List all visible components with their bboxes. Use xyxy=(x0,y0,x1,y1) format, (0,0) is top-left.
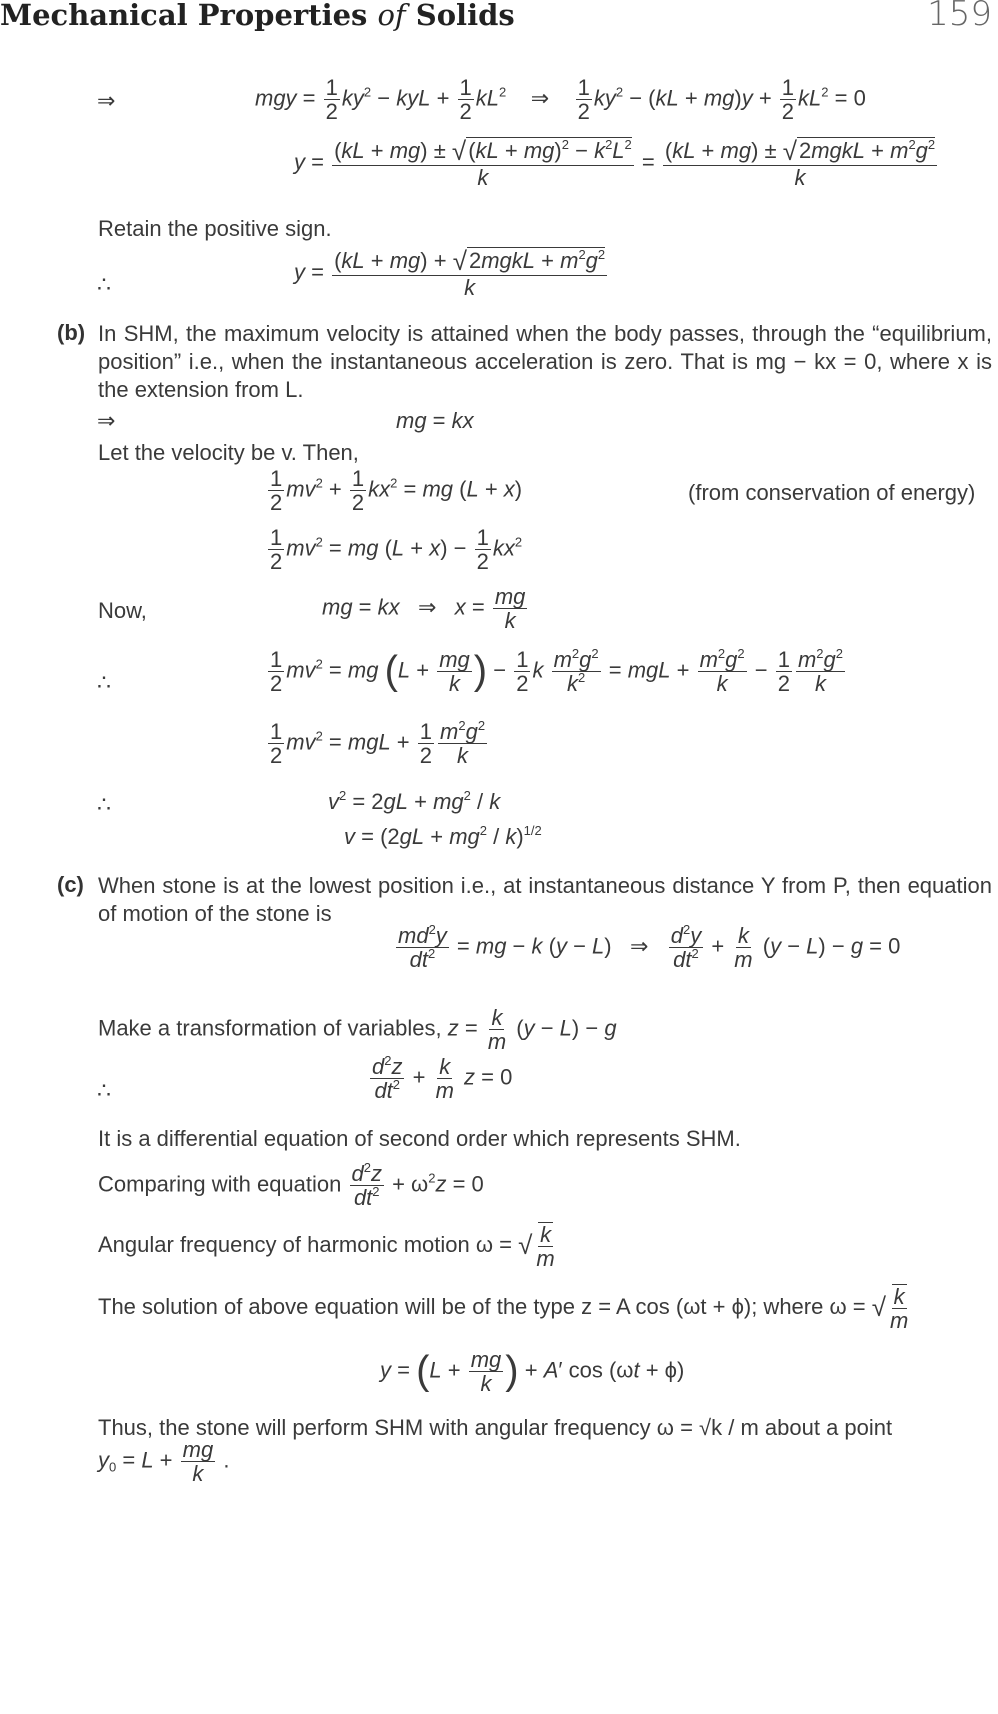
energy-note: (from conservation of energy) xyxy=(688,480,976,505)
part-b-label: (b) xyxy=(57,320,86,345)
part-c-label: (c) xyxy=(57,872,84,897)
equation-simplified: $\frac{1}{2}$ $mv^2$ = mgL + $\frac{1}{2}$ $\frac{m^2g^2}{k}$ xyxy=(270,718,486,769)
equation-energy-balance: mgy = $\frac{1}{2}$ $ky^2$ − kyL + $\frac{1}{2}$ $kL^2$ ⇒ $\frac{1}{2}$ $ky^2 - (kL + mg)y$ + $\frac{1}{2}$ $kL^2 = 0$ xyxy=(255,75,866,125)
transform-label: Make a transformation of variables, xyxy=(98,1015,442,1041)
equation-energy-conservation: $\frac{1}{2}$ $mv^2$ + $\frac{1}{2}$ $kx^2$ = mg (L + x) xyxy=(270,466,523,516)
transform-text: Make a transformation of variables, z = $\frac{k}{m}$ (y − L) − g xyxy=(98,1005,617,1055)
therefore-symbol: ∴ xyxy=(97,272,111,297)
equation-z: $\frac{d^2z}{dt^2}$ + $\frac{k}{m}$ z = 0 xyxy=(372,1053,513,1104)
retain-text: Retain the positive sign. xyxy=(98,216,332,241)
chapter-title: Mechanical Properties of Solids xyxy=(0,0,515,32)
angular-line: Angular frequency of harmonic motion ω = √ $\frac{k}{m}$ xyxy=(98,1222,555,1272)
equation-quadratic-solution: y = $\frac{(kL + mg) \pm √(kL + mg)^2 - k^2L^2}{k}$ = $\frac{(kL + mg) \pm √2mgkL + m^2g^2}{k}$ xyxy=(294,136,936,191)
equation-v-squared: $v^2 = 2gL + mg^2 / k$ xyxy=(328,788,501,814)
part-c-paragraph: When stone is at the lowest position i.e., at instantaneous distance Y from P, then equation of motion of the stone is xyxy=(98,873,992,926)
equation-y-solution: y = (L + $\frac{mg}{k}$ ) + A′ cos (ωt + ϕ) xyxy=(380,1347,685,1397)
equation-substitution: $\frac{1}{2}$ $mv^2$ = mg (L + $\frac{mg}{k}$ ) − $\frac{1}{2}$ k $\frac{m^2g^2}{k^2}$ = mgL + $\frac{m^2g^2}{k}$ − $\frac{1}{2}$ $\frac{m^2g^2}{k}$ xyxy=(270,646,843,697)
therefore-symbol: ∴ xyxy=(97,670,111,695)
equation-y0: $y_0 = L$ + $\frac{mg}{k}$ . xyxy=(98,1437,230,1487)
comparing-label: Comparing with equation xyxy=(98,1171,342,1197)
solution-label: The solution of above equation will be of the type z = A cos (ωt + ϕ); where ω = xyxy=(98,1293,866,1319)
conclusion-text: Thus, the stone will perform SHM with angular frequency ω = √k / m about a point xyxy=(98,1415,893,1440)
equation-v: $v = (2gL + mg^2 / k)^{1/2}$ xyxy=(344,823,542,849)
diffeq-text: It is a differential equation of second order which represents SHM. xyxy=(98,1126,741,1151)
equation-mg-kx: mg = kx xyxy=(396,408,474,433)
part-b-paragraph: In SHM, the maximum velocity is attained when the body passes, through the “equilibrium, position” i.e., when the instantaneous acceleration is zero. That is mg − kx = 0, where x is the extension from L. xyxy=(98,321,992,402)
implies-symbol: ⇒ xyxy=(97,88,116,113)
equation-of-motion: $\frac{md^2y}{dt^2}$ = mg − k (y − L) ⇒ $\frac{d^2y}{dt^2}$ + $\frac{k}{m}$ (y − L) − g = 0 xyxy=(398,922,901,973)
equation-half-mv2: $\frac{1}{2}$ $mv^2$ = mg (L + x) − $\frac{1}{2}$ $kx^2$ xyxy=(270,525,523,575)
let-velocity-text: Let the velocity be v. Then, xyxy=(98,440,359,465)
implies-symbol: ⇒ xyxy=(97,408,116,433)
therefore-symbol: ∴ xyxy=(97,1078,111,1103)
comparing-line: Comparing with equation $\frac{d^2z}{dt^2}$ + $\omega^2z = 0$ xyxy=(98,1160,484,1211)
now-text: Now, xyxy=(98,598,147,623)
angular-label: Angular frequency of harmonic motion xyxy=(98,1231,470,1257)
equation-x-value: mg = kx ⇒ x = $\frac{mg}{k}$ xyxy=(322,584,526,634)
therefore-symbol: ∴ xyxy=(97,792,111,817)
page-number: 159 xyxy=(927,0,992,34)
solution-line: The solution of above equation will be of the type z = A cos (ωt + ϕ); where ω = √ $\frac{k}{m}$ xyxy=(98,1284,909,1334)
equation-y-positive: y = $\frac{(kL + mg) + √2mgkL + m^2g^2}{k}$ xyxy=(294,246,606,301)
page-header xyxy=(0,0,998,40)
